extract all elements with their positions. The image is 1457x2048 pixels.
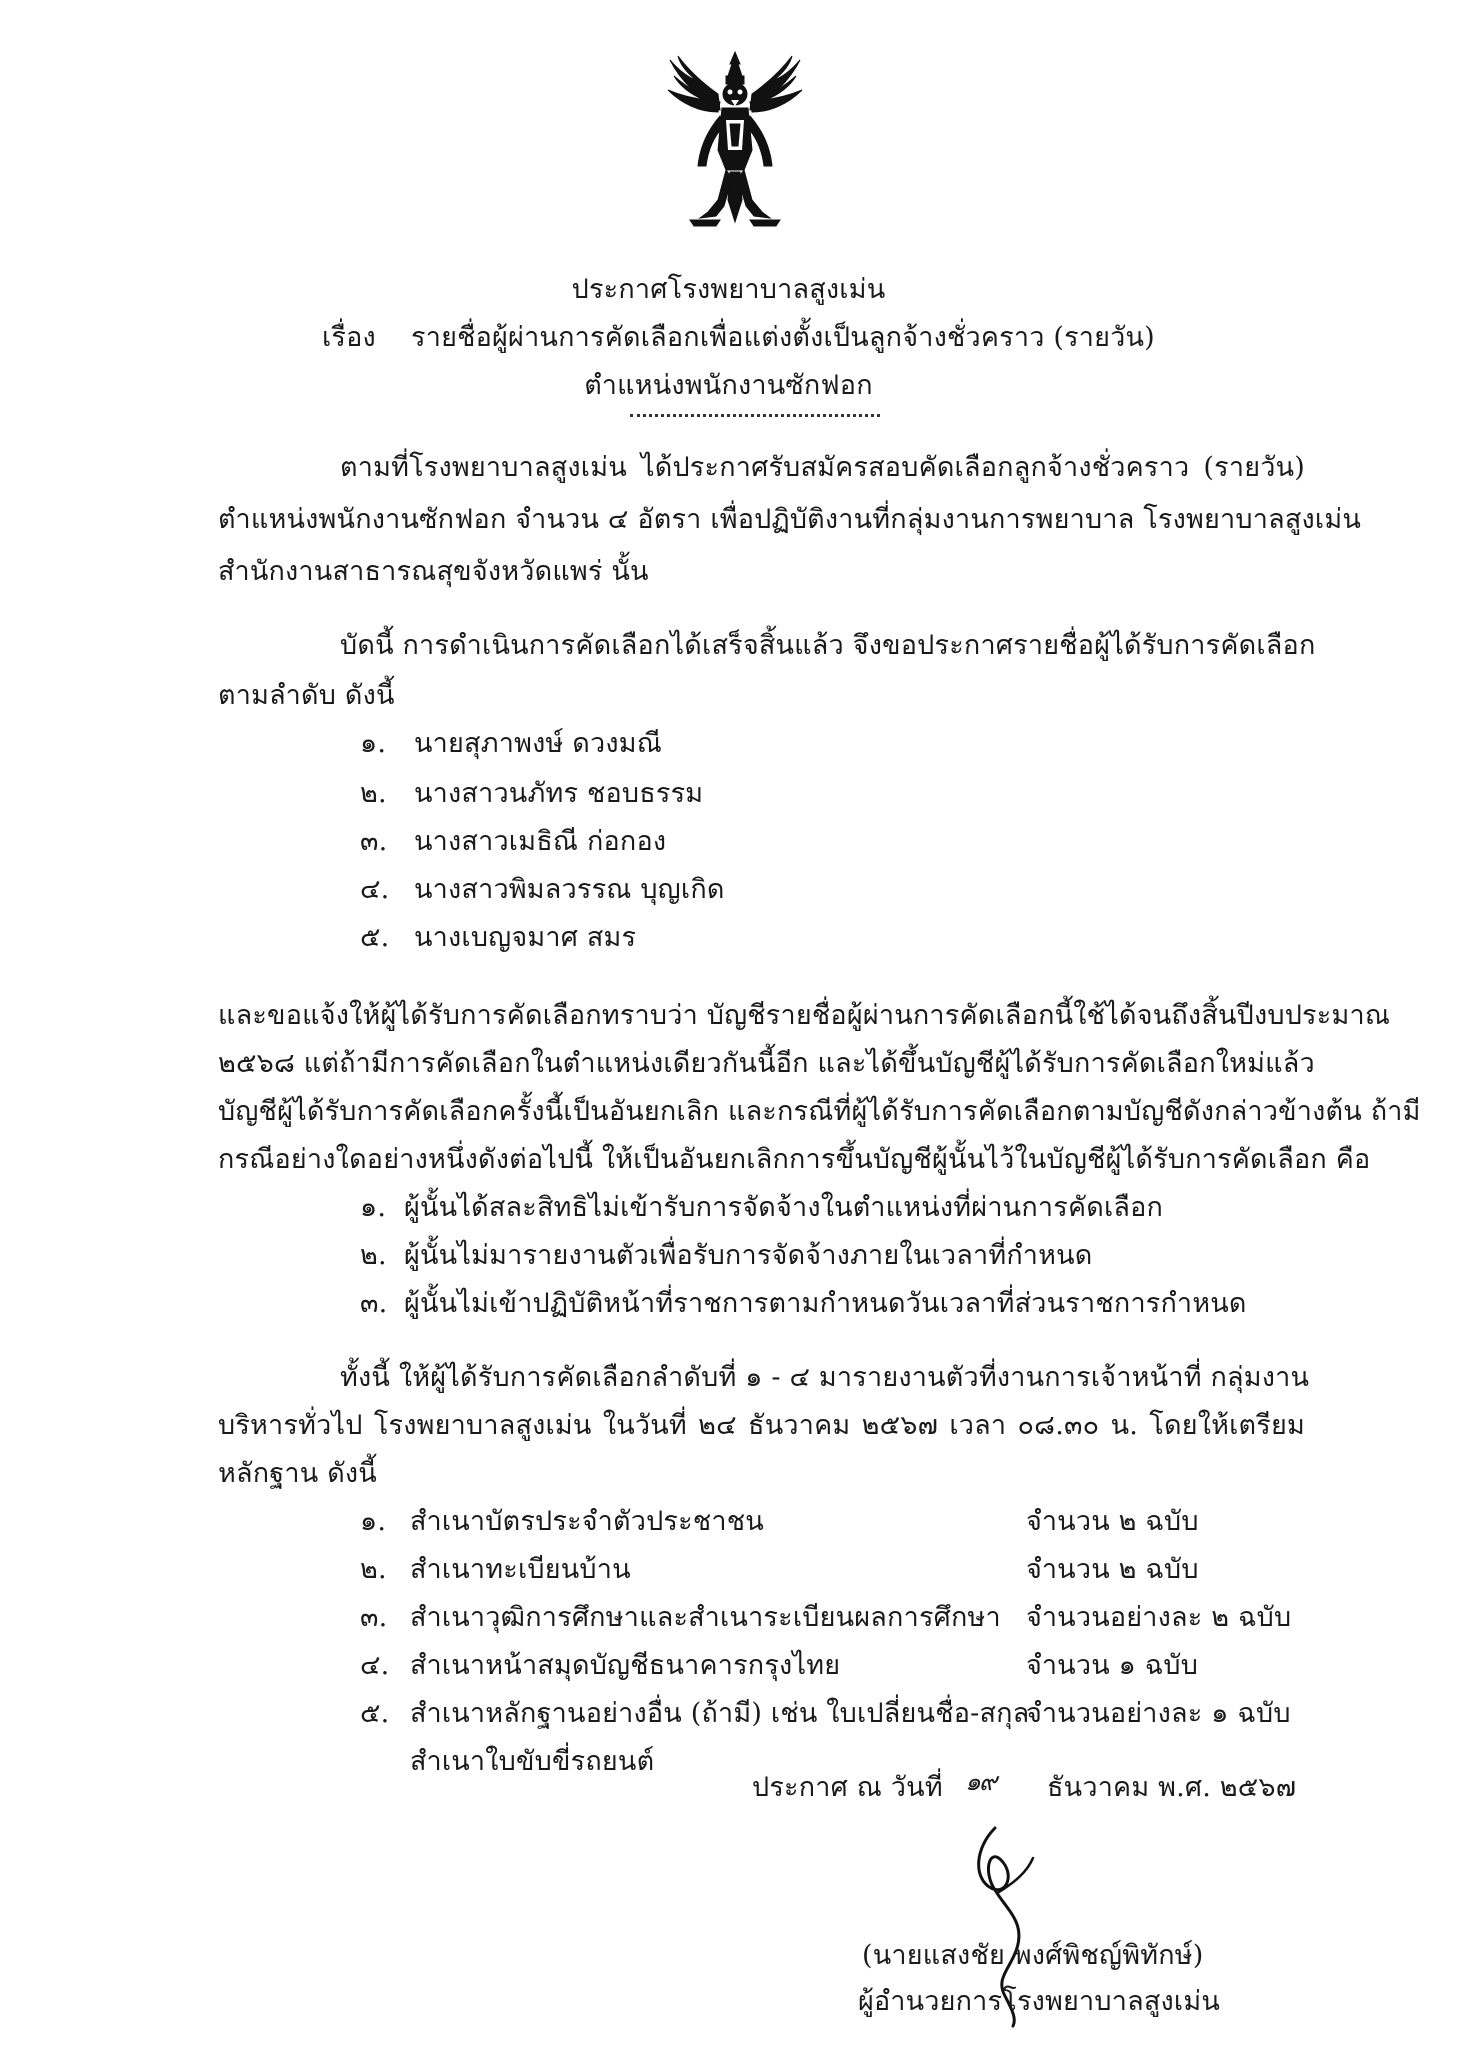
selected-num: ๑. (360, 728, 387, 759)
document-num: ๑. (360, 1506, 387, 1537)
header-subject-label: เรื่อง (322, 322, 376, 353)
condition-num: ๑. (360, 1192, 387, 1223)
garuda-emblem-icon (660, 50, 810, 235)
condition-text: ผู้นั้นได้สละสิทธิไม่เข้ารับการจัดจ้างในตำแหน่งที่ผ่านการคัดเลือก (404, 1192, 1164, 1223)
document-qty: จำนวน ๑ ฉบับ (1026, 1650, 1199, 1681)
document-text: สำเนาวุฒิการศึกษาและสำเนาระเบียนผลการศึกษา (410, 1602, 1001, 1633)
selected-name: นายสุภาพงษ์ ดวงมณี (414, 728, 662, 759)
selected-name: นางสาวนภัทร ชอบธรรม (414, 778, 704, 809)
announce-day-handwritten: ๑๙ (965, 1767, 996, 1796)
selected-name: นางสาวเมธิณี ก่อกอง (414, 826, 667, 857)
condition-num: ๓. (360, 1288, 388, 1319)
document-num: ๕. (360, 1698, 390, 1729)
para3-line1: และขอแจ้งให้ผู้ได้รับการคัดเลือกทราบว่า บัญชีรายชื่อผู้ผ่านการคัดเลือกนี้ใช้ได้จนถึงสิ้นปีงบประมาณ (218, 1000, 1391, 1031)
condition-text: ผู้นั้นไม่มารายงานตัวเพื่อรับการจัดจ้างภายในเวลาที่กำหนด (404, 1240, 1093, 1271)
announce-prefix: ประกาศ ณ วันที่ (752, 1772, 943, 1803)
document-qty: จำนวนอย่างละ ๑ ฉบับ (1026, 1698, 1291, 1729)
para1-line3: สำนักงานสาธารณสุขจังหวัดแพร่ นั้น (218, 556, 649, 587)
document-qty: จำนวน ๒ ฉบับ (1026, 1506, 1199, 1537)
announce-suffix: ธันวาคม พ.ศ. ๒๕๖๗ (1047, 1772, 1297, 1803)
document-qty: จำนวน ๒ ฉบับ (1026, 1554, 1199, 1585)
selected-num: ๕. (360, 922, 390, 953)
para4-line2: บริหารทั่วไป โรงพยาบาลสูงเม่น ในวันที่ ๒๔ ธันวาคม ๒๕๖๗ เวลา ๐๘.๓๐ น. โดยให้เตรียม (218, 1410, 1305, 1441)
para3-line3: บัญชีผู้ได้รับการคัดเลือกครั้งนี้เป็นอันยกเลิก และกรณีที่ผู้ได้รับการคัดเลือกตามบัญชีดังกล่าวข้างต้น ถ้ามี (218, 1096, 1421, 1127)
document-text-continued: สำเนาใบขับขี่รถยนต์ (410, 1746, 655, 1777)
para1-line2: ตำแหน่งพนักงานซักฟอก จำนวน ๔ อัตรา เพื่อปฏิบัติงานที่กลุ่มงานการพยาบาล โรงพยาบาลสูงเม่น (218, 504, 1361, 535)
document-text: สำเนาหน้าสมุดบัญชีธนาคารกรุงไทย (410, 1650, 841, 1681)
selected-name: นางเบญจมาศ สมร (414, 922, 637, 953)
document-text: สำเนาทะเบียนบ้าน (410, 1554, 631, 1585)
selected-num: ๓. (360, 826, 388, 857)
para1-line1: ตามที่โรงพยาบาลสูงเม่น ได้ประกาศรับสมัครสอบคัดเลือกลูกจ้างชั่วคราว (รายวัน) (340, 452, 1305, 483)
selected-name: นางสาวพิมลวรรณ บุญเกิด (414, 874, 725, 905)
header-divider (630, 414, 880, 417)
document-text: สำเนาบัตรประจำตัวประชาชน (410, 1506, 764, 1537)
condition-num: ๒. (360, 1240, 387, 1271)
header-subject: รายชื่อผู้ผ่านการคัดเลือกเพื่อแต่งตั้งเป็นลูกจ้างชั่วคราว (รายวัน) (411, 322, 1155, 353)
header-position: ตำแหน่งพนักงานซักฟอก (584, 370, 873, 401)
para2-line2: ตามลำดับ ดังนี้ (218, 680, 395, 711)
para4-line3: หลักฐาน ดังนี้ (218, 1458, 377, 1489)
para2-line1: บัดนี้ การดำเนินการคัดเลือกได้เสร็จสิ้นแล้ว จึงขอประกาศรายชื่อผู้ได้รับการคัดเลือก (340, 630, 1316, 661)
para4-line1: ทั้งนี้ ให้ผู้ได้รับการคัดเลือกลำดับที่ ๑ - ๔ มารายงานตัวที่งานการเจ้าหน้าที่ กลุ่มงาน (340, 1362, 1310, 1393)
para3-line4: กรณีอย่างใดอย่างหนึ่งดังต่อไปนี้ ให้เป็นอันยกเลิกการขึ้นบัญชีผู้นั้นไว้ในบัญชีผู้ได้รับการคัดเลือก คือ (218, 1144, 1371, 1175)
header-title: ประกาศโรงพยาบาลสูงเม่น (571, 274, 886, 305)
selected-num: ๔. (360, 874, 390, 905)
signer-name: (นายแสงชัย พงศ์พิชญ์พิทักษ์) (862, 1940, 1204, 1971)
document-num: ๒. (360, 1554, 387, 1585)
document-num: ๔. (360, 1650, 390, 1681)
document-qty: จำนวนอย่างละ ๒ ฉบับ (1026, 1602, 1292, 1633)
para3-line2: ๒๕๖๘ แต่ถ้ามีการคัดเลือกในตำแหน่งเดียวกันนี้อีก และได้ขึ้นบัญชีผู้ได้รับการคัดเลือกใหม่แล้ว (218, 1048, 1315, 1079)
document-text: สำเนาหลักฐานอย่างอื่น (ถ้ามี) เช่น ใบเปลี่ยนชื่อ-สกุล (410, 1698, 1030, 1729)
selected-num: ๒. (360, 778, 387, 809)
signer-title: ผู้อำนวยการโรงพยาบาลสูงเม่น (858, 1986, 1221, 2017)
document-num: ๓. (360, 1602, 388, 1633)
condition-text: ผู้นั้นไม่เข้าปฏิบัติหน้าที่ราชการตามกำหนดวันเวลาที่ส่วนราชการกำหนด (404, 1288, 1247, 1319)
